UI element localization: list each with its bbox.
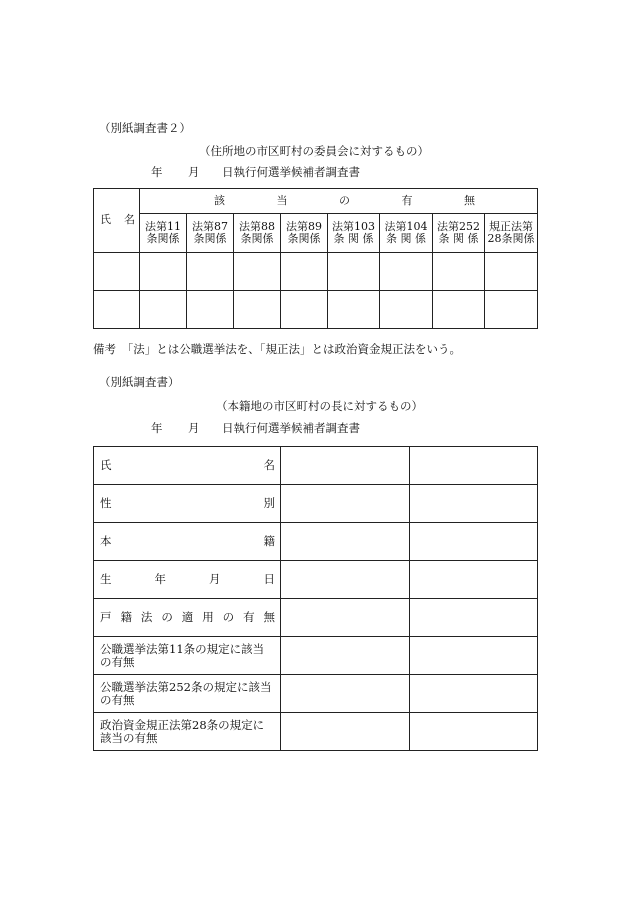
form2-value-cell — [410, 447, 538, 485]
form2-value-cell — [410, 637, 538, 675]
form1-reference-label: （別紙調査書２） — [99, 121, 191, 135]
form2-value-cell — [410, 675, 538, 713]
form1-date-month: 月 — [188, 165, 200, 179]
data-cell — [281, 291, 328, 329]
form1-note: 備考 「法」とは公職選挙法を、「規正法」とは政治資金規正法をいう。 — [93, 342, 461, 356]
form1-column-header — [485, 214, 538, 253]
label-text: 公職選挙法第252条の規定に該当の有無 — [100, 679, 272, 707]
form2-row-law252 — [94, 675, 538, 713]
label-char: 籍 — [263, 534, 275, 548]
data-cell — [187, 291, 234, 329]
form1-column-header — [328, 214, 380, 253]
data-cell — [380, 291, 433, 329]
data-cell — [140, 253, 187, 291]
form2-date-year: 年 — [151, 421, 163, 435]
form2-label-name — [94, 447, 281, 485]
form2-label-law28 — [94, 713, 281, 751]
data-cell — [433, 291, 485, 329]
form1-name-header-c2: 名 — [124, 213, 135, 227]
label-text: 政治資金規正法第28条の規定に該当の有無 — [100, 717, 265, 745]
form2-label-koseki — [94, 599, 281, 637]
label-char: 用 — [202, 610, 214, 624]
form1-column-header — [433, 214, 485, 253]
form2-row-honseki — [94, 523, 538, 561]
label-char: の — [161, 610, 173, 624]
column-line2: 条関係 — [240, 232, 274, 245]
gaitou-char-5: 無 — [464, 193, 475, 207]
form2-title: 日執行何選挙候補者調査書 — [222, 421, 360, 435]
form2-value-cell — [410, 713, 538, 751]
column-line2: 条関係 — [193, 232, 227, 245]
form1-column-header — [380, 214, 433, 253]
column-line1: 法第88 — [239, 219, 275, 233]
form2-row-law28 — [94, 713, 538, 751]
data-cell — [433, 253, 485, 291]
column-line1: 法第89 — [286, 219, 322, 233]
form2-value-cell — [410, 523, 538, 561]
form2-date-month: 月 — [188, 421, 200, 435]
form2-label-honseki — [94, 523, 281, 561]
data-cell — [328, 253, 380, 291]
form1-title: 日執行何選挙候補者調査書 — [222, 165, 360, 179]
form2-value-cell — [281, 637, 410, 675]
data-cell — [234, 291, 281, 329]
label-char: 法 — [140, 610, 153, 624]
form1-column-header — [281, 214, 328, 253]
column-line1: 法第103 — [332, 219, 375, 233]
form2-label-law11 — [94, 637, 281, 675]
form2-row-birth — [94, 561, 538, 599]
gaitou-char-1: 該 — [214, 193, 225, 207]
form1-name-header-cell — [94, 189, 140, 253]
label-char: 有 — [243, 610, 255, 624]
gaitou-char-2: 当 — [276, 193, 288, 207]
column-line1: 法第104 — [384, 219, 428, 233]
form1-data-row — [94, 291, 538, 329]
label-char: 別 — [263, 496, 275, 510]
label-char: 年 — [154, 572, 166, 586]
form2-label-law252 — [94, 675, 281, 713]
label-char: の — [222, 610, 235, 624]
column-line2: 条 関 係 — [386, 232, 426, 245]
form2-value-cell — [281, 523, 410, 561]
data-cell — [485, 253, 538, 291]
gaitou-char-4: 有 — [401, 193, 413, 207]
label-char: 名 — [263, 458, 275, 472]
form1-subtitle: （住所地の市区町村の委員会に対するもの） — [199, 144, 429, 158]
column-line2: 条 関 係 — [333, 232, 374, 245]
gaitou-char-3: の — [339, 193, 350, 207]
label-text: 公職選挙法第11条の規定に該当の有無 — [100, 641, 265, 669]
form2-table — [93, 446, 538, 751]
form2-row-law11 — [94, 637, 538, 675]
label-char: 本 — [100, 534, 112, 548]
label-char: 月 — [209, 572, 221, 586]
data-cell — [234, 253, 281, 291]
form2-value-cell — [410, 485, 538, 523]
form2-value-cell — [410, 561, 538, 599]
form2-value-cell — [281, 675, 410, 713]
form1-column-header — [234, 214, 281, 253]
label-char: 性 — [100, 496, 112, 510]
column-line1: 法第11 — [145, 219, 181, 233]
label-char: 日 — [263, 572, 275, 586]
column-line2: 28条関係 — [487, 232, 535, 245]
data-cell — [380, 253, 433, 291]
form2-row-name — [94, 447, 538, 485]
column-line1: 規正法第 — [489, 219, 533, 233]
column-line1: 法第87 — [192, 219, 228, 233]
data-cell — [485, 291, 538, 329]
data-cell — [187, 253, 234, 291]
form2-row-koseki — [94, 599, 538, 637]
column-line1: 法第252 — [437, 219, 480, 233]
form1-column-header — [140, 214, 187, 253]
form2-value-cell — [281, 447, 410, 485]
column-line2: 条関係 — [287, 232, 321, 245]
data-cell — [281, 253, 328, 291]
label-char: 籍 — [120, 610, 132, 624]
label-char: 生 — [100, 572, 112, 586]
form1-applicability-header — [140, 189, 538, 214]
form1-table — [93, 188, 538, 329]
label-char: 戸 — [100, 610, 112, 624]
form2-row-sex — [94, 485, 538, 523]
label-char: 適 — [181, 610, 194, 624]
form2-value-cell — [281, 561, 410, 599]
label-char: 無 — [263, 610, 275, 624]
form1-date-year: 年 — [151, 165, 163, 179]
form2-value-cell — [281, 713, 410, 751]
form1-data-row — [94, 253, 538, 291]
label-char: 氏 — [100, 458, 112, 472]
form1-column-header — [187, 214, 234, 253]
data-cell — [94, 253, 140, 291]
form2-reference-label: （別紙調査書） — [99, 375, 180, 389]
form2-value-cell — [281, 599, 410, 637]
column-line2: 条関係 — [146, 232, 180, 245]
data-cell — [94, 291, 140, 329]
data-cell — [140, 291, 187, 329]
column-line2: 条 関 係 — [438, 232, 479, 245]
form2-value-cell — [281, 485, 410, 523]
form1-name-header-c1: 氏 — [100, 213, 111, 227]
data-cell — [328, 291, 380, 329]
form2-label-sex — [94, 485, 281, 523]
form2-subtitle: （本籍地の市区町村の長に対するもの） — [216, 399, 423, 413]
form2-value-cell — [410, 599, 538, 637]
form2-label-birth — [94, 561, 281, 599]
